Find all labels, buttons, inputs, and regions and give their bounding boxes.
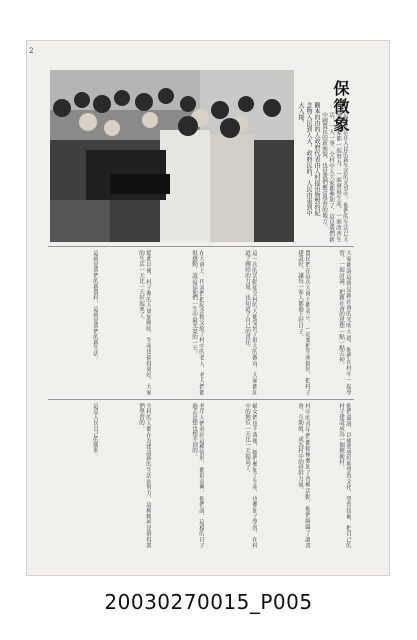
text-column: 婦女們也不落後，她們參加了生產，也參加了學習，在村中的地位一天比一天提高了。	[244, 403, 257, 548]
article-photo	[50, 70, 294, 242]
text-column: 這一次的活動使全村的人都受到了很大的教育，大家都知道了團結的力量，也知道了自己的責任。	[244, 250, 257, 395]
text-column: 大家都說這就是新社會的光明大道，他們在村中一起學習，一起討論，把舊社會的思想一點一點去掉。	[338, 250, 351, 395]
text-column: 在大會上，代表們把紀念物交給了村中的老人，老人們都很感動，說這是他們一生中最光榮的一天。	[191, 250, 204, 395]
text-column: 他們還說，以後要更好地學習文化，學習技術，把自己的村子建設成為一個模範村。	[338, 403, 351, 548]
text-column: 這是人民自己的勝利。	[92, 403, 98, 459]
photo-caption: 觀本的由的人政府代表由人村提出物對的紀念物入民到人大，政府民的，人民由東到中大入接。	[297, 102, 320, 216]
crowd-photo-illustration	[50, 70, 294, 242]
text-column: 從此以後，村子裡的人更加團結，生產也搞得更好，大家的生活一天比一天好起來了。	[138, 250, 151, 395]
archive-id-label: 20030270015_P005	[104, 590, 313, 614]
row-divider	[48, 399, 354, 400]
text-column: 這就是我們的新農村，這就是我們的新生活。	[92, 250, 98, 362]
article-title: 保徵象	[331, 80, 350, 134]
text-column-top-right: 這種生活在入民的新生活的光景中，他們的生活已大變，大家都一起努力，一面發展生產，一面改善生活，一人一事，全村中人大家都參加了，這是我們新中國農民的新面貌，也是我們應當學習的地方。	[321, 112, 348, 242]
text-column: 農民們在這次大會上都表示，一定要把生產搞好，把村子建設好，讓每一家人都過上好日子。	[297, 250, 310, 395]
row-divider	[48, 246, 354, 247]
page-number: 2	[29, 47, 34, 55]
text-column: 全村的人都在為建設新的生活而努力，這種精神是值得我們學習的。	[138, 403, 151, 548]
text-column: 老年人們看到這種情形，都很高興，他們說，這樣的日子過去是想也想不到的。	[191, 403, 204, 548]
text-column: 村中的青年們都積極參加了各種活動，他們組織了讀書會，互助組，成為村中的骨幹力量。	[297, 403, 310, 548]
